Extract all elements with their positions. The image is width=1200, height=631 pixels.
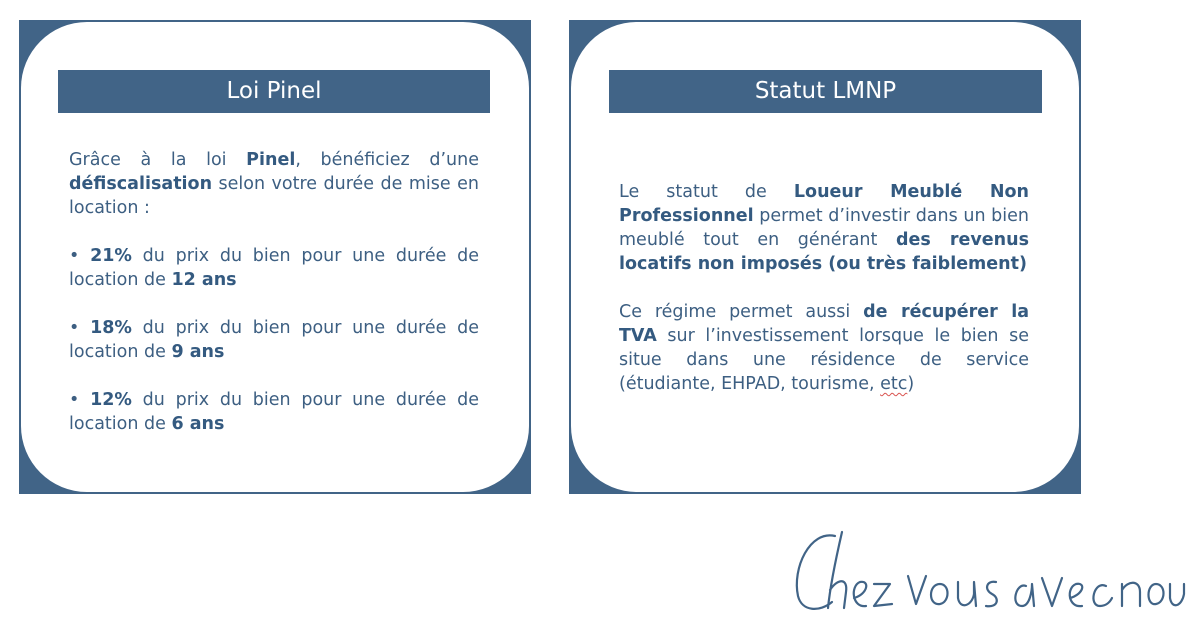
bullet-icon: • <box>69 246 80 266</box>
lmnp-paragraph-2 <box>619 300 1029 396</box>
pinel-item-text: du prix du bien pour une durée de location de <box>69 246 479 290</box>
intro-text-1: Grâce à la loi <box>69 150 247 170</box>
signature-logo <box>790 528 1190 618</box>
intro-text-3: selon votre durée de mise en location : <box>69 174 479 218</box>
lmnp-text-5: ) <box>907 374 915 394</box>
loi-pinel-panel <box>19 20 531 494</box>
pinel-rate: 21% <box>90 246 132 266</box>
lmnp-bold-revenus: des revenus locatifs non imposés (ou très faiblement) <box>619 230 1029 274</box>
intro-bold-defiscalisation: défiscalisation <box>69 174 213 194</box>
lmnp-text-4: sur l’investissement lorsque le bien se situe dans une résidence de service (étudiante, EHPAD, tourisme, <box>619 326 1029 394</box>
loi-pinel-title: Loi Pinel <box>58 70 490 113</box>
lmnp-etc-spellcheck: etc <box>880 374 908 394</box>
lmnp-paragraph-1 <box>619 180 1029 276</box>
lmnp-bold-loueur: Loueur Meublé Non Professionnel <box>619 182 1029 226</box>
loi-pinel-body <box>69 148 479 460</box>
loi-pinel-intro <box>69 148 479 220</box>
pinel-years: 9 ans <box>171 342 225 362</box>
statut-lmnp-card <box>571 22 1079 492</box>
intro-bold-pinel: Pinel <box>246 150 296 170</box>
statut-lmnp-panel <box>569 20 1081 494</box>
pinel-item-text: du prix du bien pour une durée de location de <box>69 318 479 362</box>
pinel-rate: 12% <box>90 390 132 410</box>
pinel-item-9-ans <box>69 316 479 364</box>
intro-text-2: , bénéficiez d’une <box>295 150 479 170</box>
pinel-rate: 18% <box>90 318 132 338</box>
pinel-years: 12 ans <box>171 270 237 290</box>
lmnp-text-3: Ce régime permet aussi <box>619 302 864 322</box>
loi-pinel-card <box>21 22 529 492</box>
lmnp-text-1: Le statut de <box>619 182 794 202</box>
pinel-item-6-ans <box>69 388 479 436</box>
bullet-icon: • <box>69 390 80 410</box>
pinel-years: 6 ans <box>171 414 225 434</box>
lmnp-text-2: permet d’investir dans un bien meublé tout en générant <box>619 206 1029 250</box>
bullet-icon: • <box>69 318 80 338</box>
pinel-item-text: du prix du bien pour une durée de location de <box>69 390 479 434</box>
statut-lmnp-body <box>619 180 1029 420</box>
pinel-item-12-ans <box>69 244 479 292</box>
lmnp-bold-tva: de récupérer la TVA <box>619 302 1030 346</box>
statut-lmnp-title: Statut LMNP <box>609 70 1042 113</box>
